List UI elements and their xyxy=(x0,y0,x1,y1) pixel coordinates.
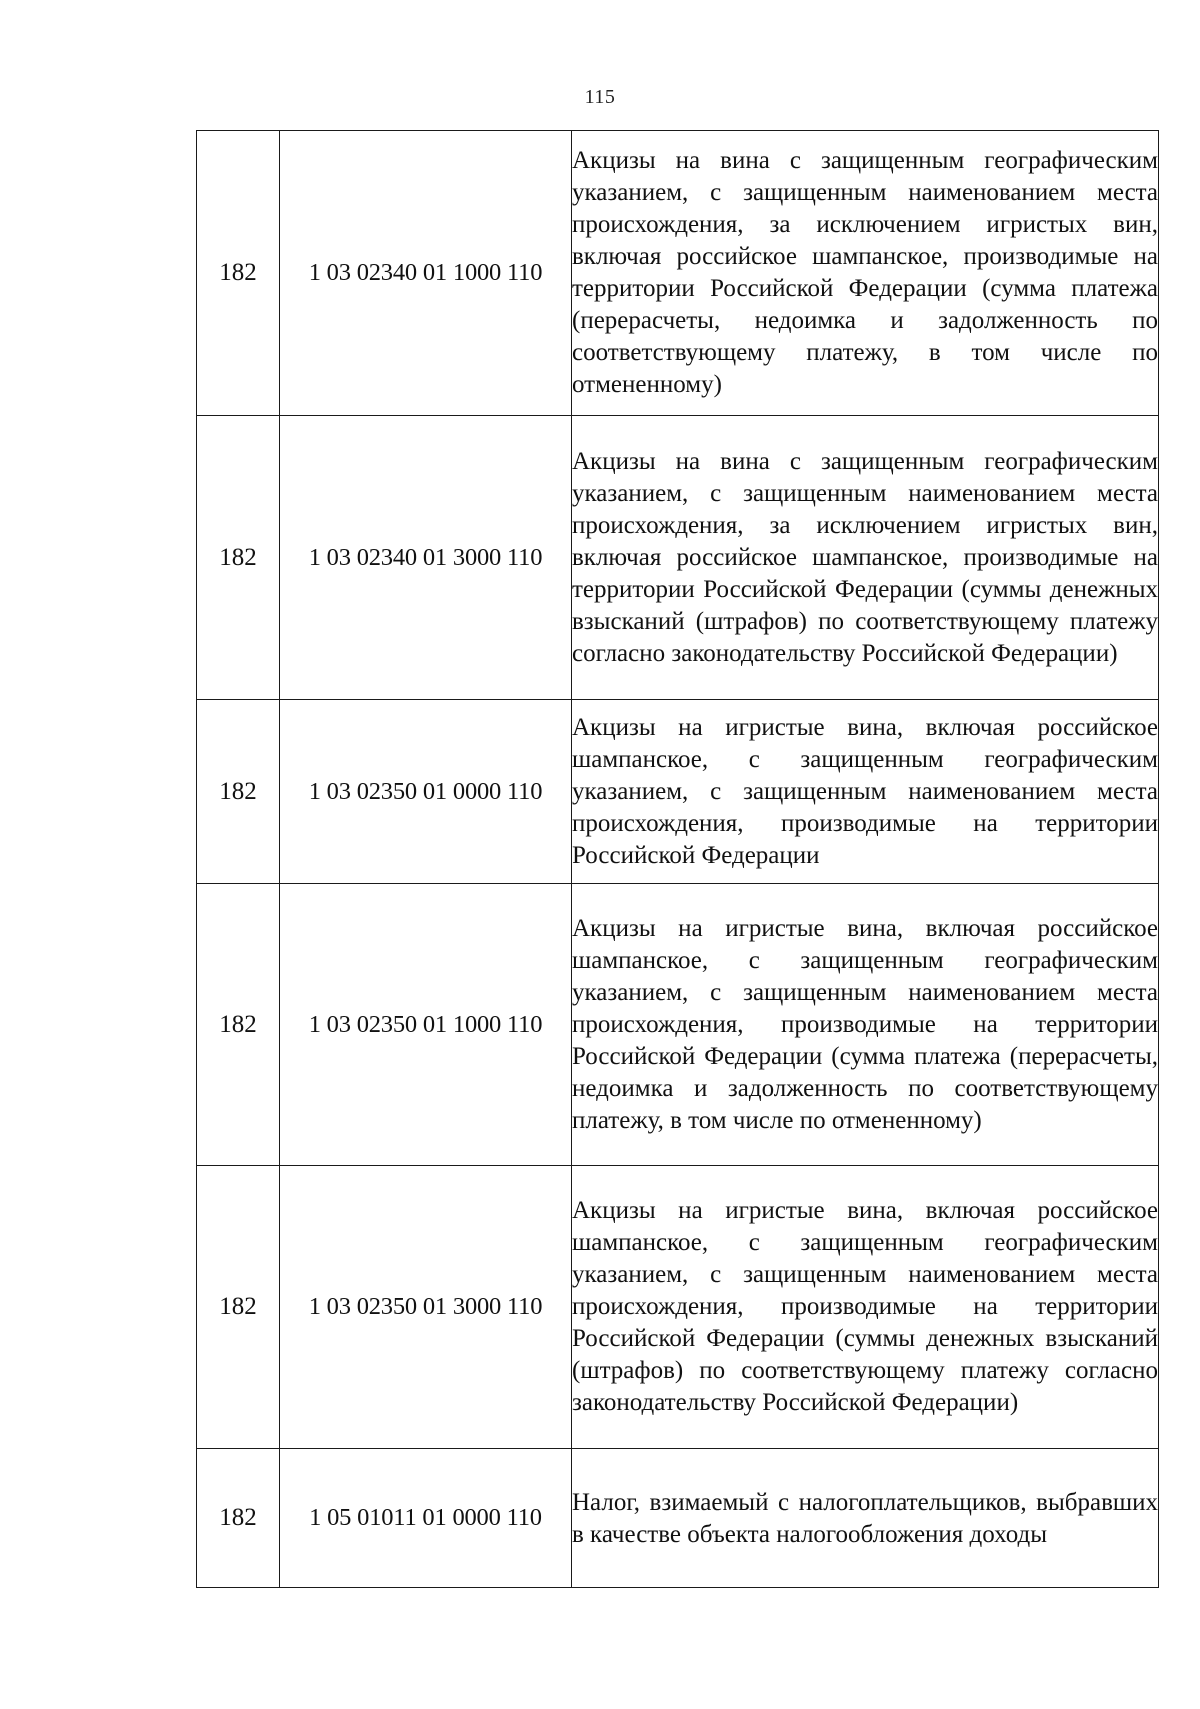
kbk-code-cell: 1 03 02350 01 0000 110 xyxy=(280,700,572,884)
revenue-name-cell: Акцизы на игристые вина, включая российское шампанское, с защищенным географическим указанием, с защищенным наименованием места происхождения, производимые на территории Российской Федерации (суммы денежных взысканий (штрафов) по соответствующему платежу согласно законодательству Российской Федерации) xyxy=(572,1166,1159,1449)
kbk-code-cell: 1 03 02340 01 1000 110 xyxy=(280,131,572,416)
admin-code-cell: 182 xyxy=(197,1166,280,1449)
budget-classification-table xyxy=(196,130,1159,1588)
table-row xyxy=(197,416,1159,700)
table-row xyxy=(197,884,1159,1166)
revenue-name-cell: Налог, взимаемый с налогоплательщиков, выбравших в качестве объекта налогообложения доходы xyxy=(572,1449,1159,1588)
revenue-name-cell: Акцизы на игристые вина, включая российское шампанское, с защищенным географическим указанием, с защищенным наименованием места происхождения, производимые на территории Российской Федерации (сумма платежа (перерасчеты, недоимка и задолженность по соответствующему платежу, в том числе по отмененному) xyxy=(572,884,1159,1166)
admin-code-cell: 182 xyxy=(197,131,280,416)
page-number: 115 xyxy=(584,86,616,108)
revenue-name-cell: Акцизы на вина с защищенным географическим указанием, с защищенным наименованием места происхождения, за исключением игристых вин, включая российское шампанское, производимые на территории Российской Федерации (суммы денежных взысканий (штрафов) по соответствующему платежу согласно законодательству Российской Федерации) xyxy=(572,416,1159,700)
table-row xyxy=(197,1166,1159,1449)
admin-code-cell: 182 xyxy=(197,700,280,884)
table-row xyxy=(197,700,1159,884)
kbk-code-cell: 1 03 02350 01 1000 110 xyxy=(280,884,572,1166)
revenue-name-cell: Акцизы на вина с защищенным географическим указанием, с защищенным наименованием места происхождения, за исключением игристых вин, включая российское шампанское, производимые на территории Российской Федерации (сумма платежа (перерасчеты, недоимка и задолженность по соответствующему платежу, в том числе по отмененному) xyxy=(572,131,1159,416)
kbk-code-cell: 1 03 02340 01 3000 110 xyxy=(280,416,572,700)
kbk-code-cell: 1 03 02350 01 3000 110 xyxy=(280,1166,572,1449)
table-row xyxy=(197,131,1159,416)
revenue-name-cell: Акцизы на игристые вина, включая российское шампанское, с защищенным географическим указанием, с защищенным наименованием места происхождения, производимые на территории Российской Федерации xyxy=(572,700,1159,884)
admin-code-cell: 182 xyxy=(197,1449,280,1588)
table-row xyxy=(197,1449,1159,1588)
admin-code-cell: 182 xyxy=(197,884,280,1166)
admin-code-cell: 182 xyxy=(197,416,280,700)
kbk-code-cell: 1 05 01011 01 0000 110 xyxy=(280,1449,572,1588)
